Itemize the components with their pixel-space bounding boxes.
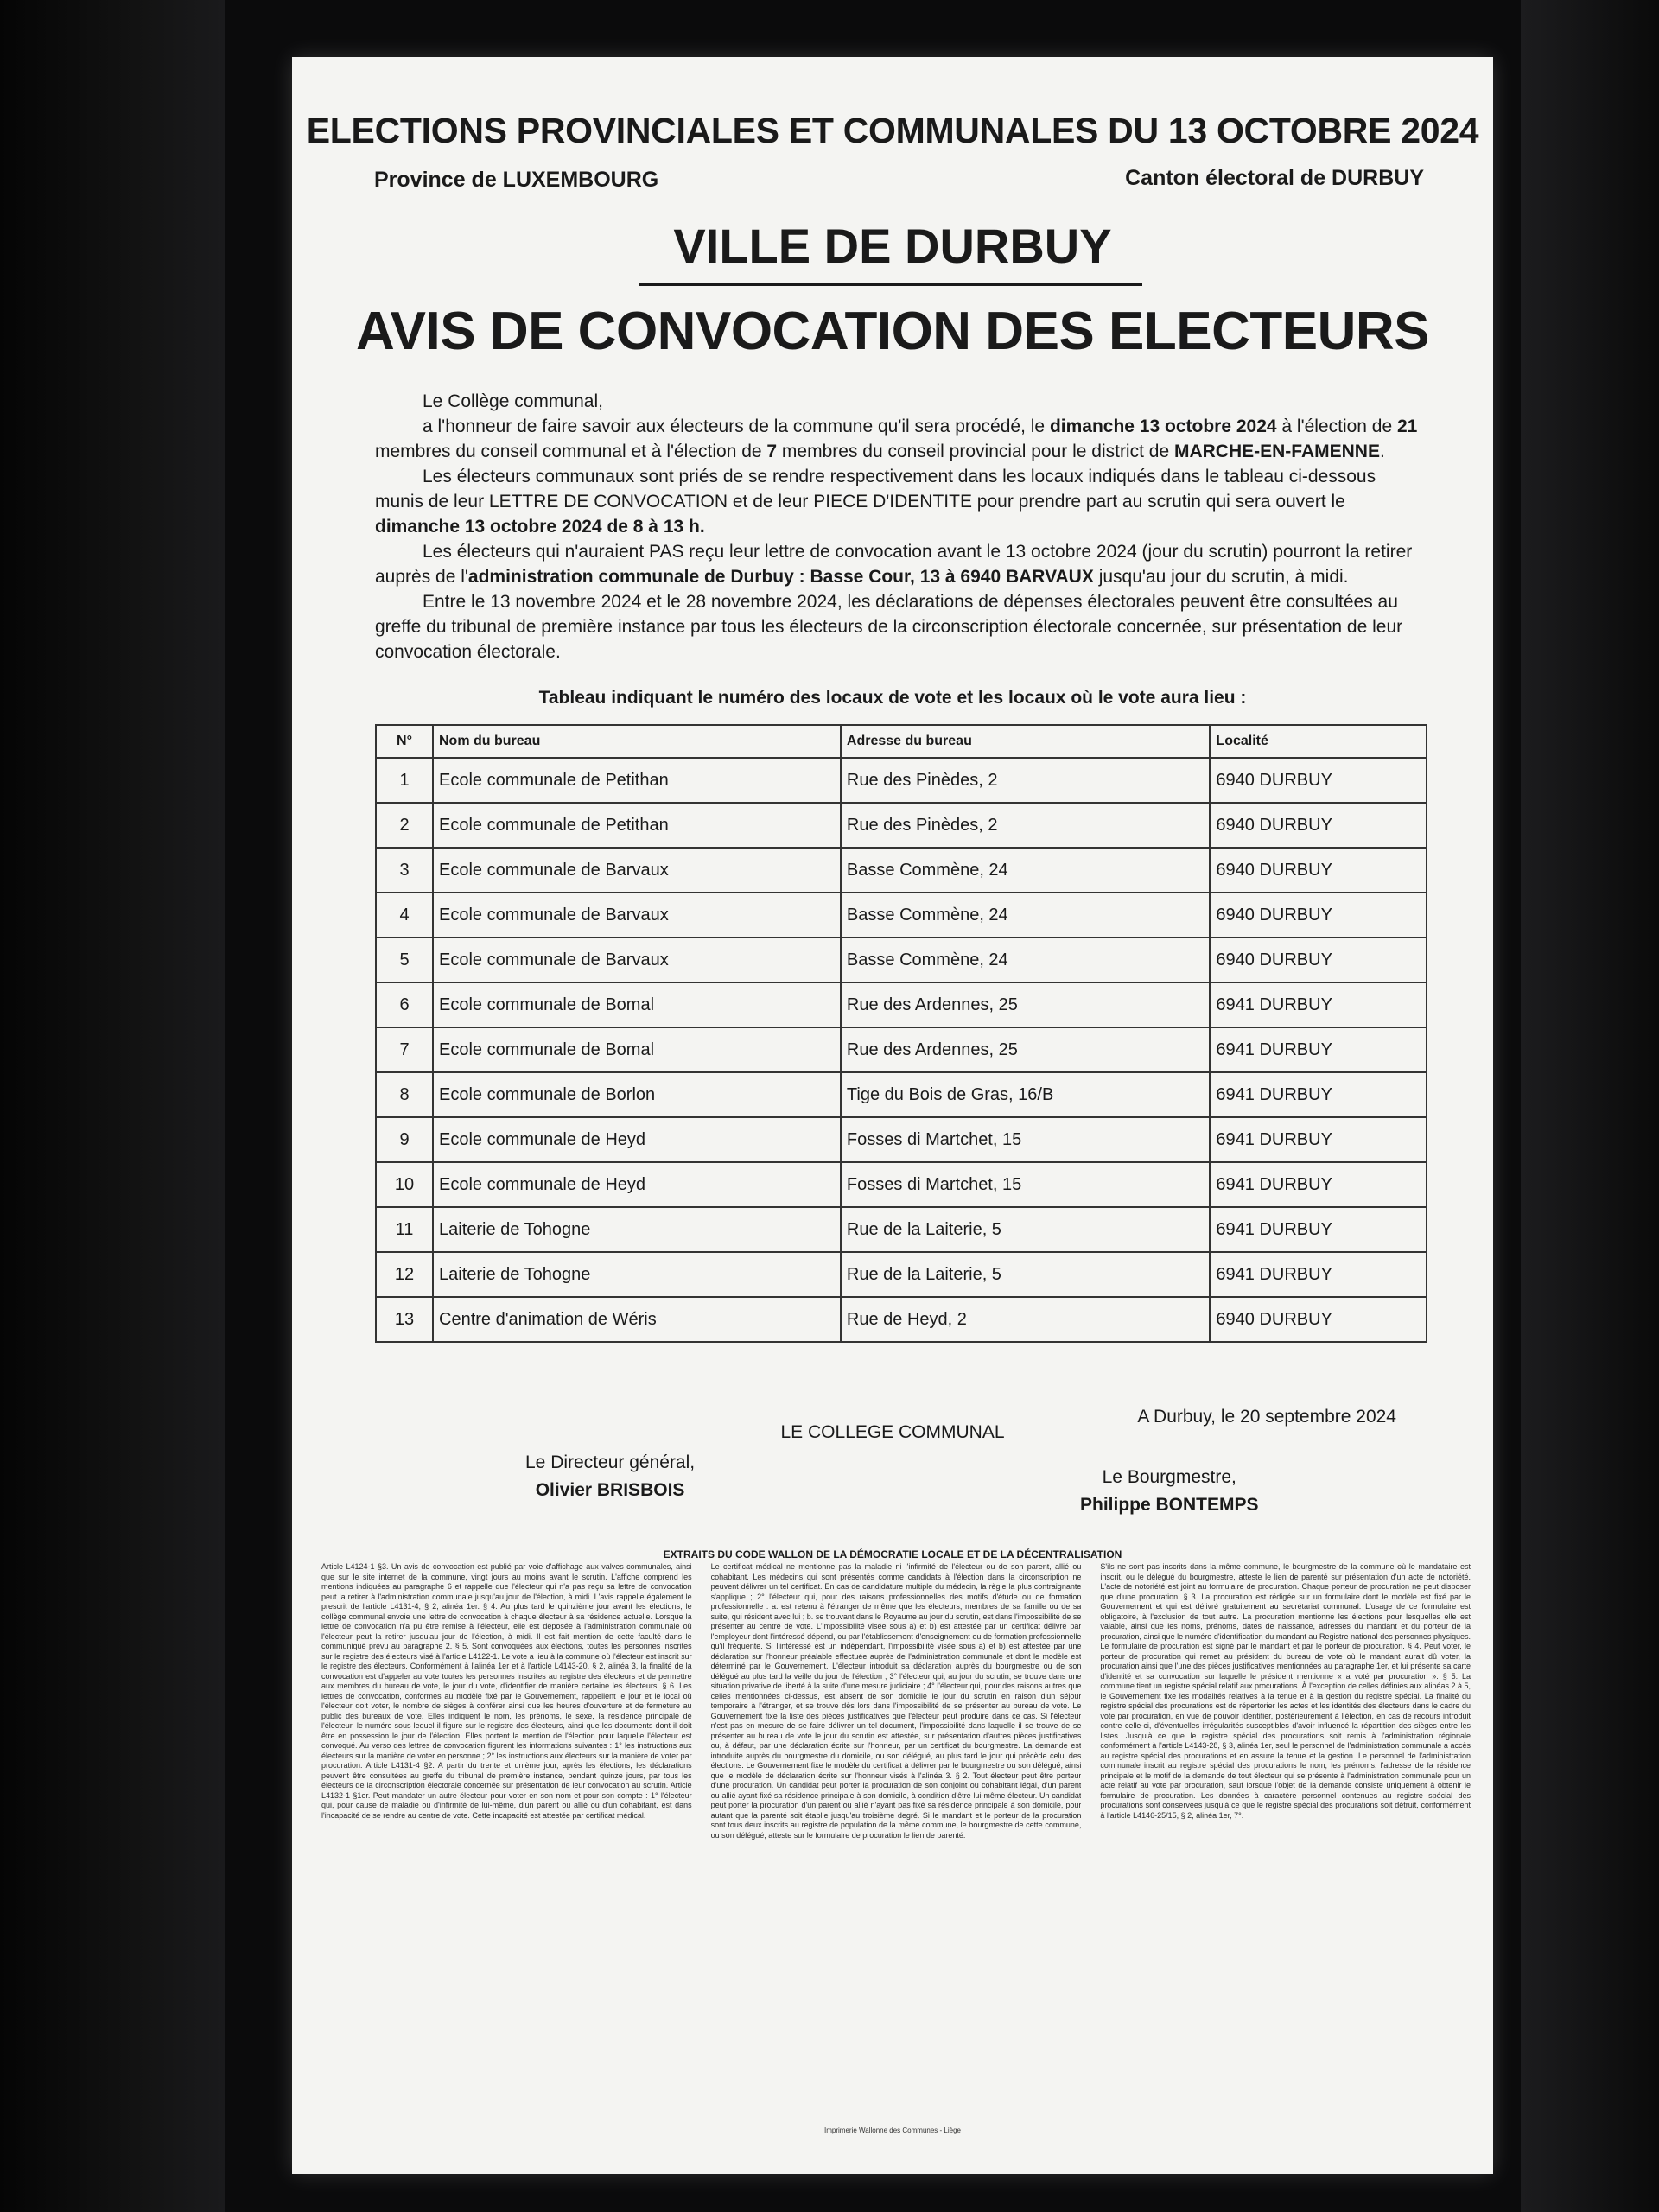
- city-underline: [639, 283, 1142, 286]
- cell-number: 2: [376, 803, 433, 848]
- table-row: [376, 1207, 1427, 1252]
- table-row: [376, 803, 1427, 848]
- cell-bureau-name: Ecole communale de Heyd: [433, 1117, 841, 1162]
- table-row: [376, 982, 1427, 1027]
- paragraph-instructions: Les électeurs communaux sont priés de se rendre respectivement dans les locaux indiqués dans le tableau ci-dessous munis de leur LETTRE DE CONVOCATION et de leur PIECE D'IDENTITE pour prendre part au scrutin qui sera ouvert le dimanche 13 octobre 2024 de 8 à 13 h.: [375, 467, 1376, 537]
- cell-number: 5: [376, 938, 433, 982]
- cell-locality: 6941 DURBUY: [1210, 1252, 1427, 1297]
- cell-bureau-address: Rue de Heyd, 2: [841, 1297, 1211, 1342]
- table-row: [376, 1117, 1427, 1162]
- paragraph-election: a l'honneur de faire savoir aux électeurs de la commune qu'il sera procédé, le dimanche 13 octobre 2024 à l'élection de 21 membres du conseil communal et à l'élection de 7 membres du conseil provincial pour le district de MARCHE-EN-FAMENNE.: [375, 416, 1418, 461]
- cell-locality: 6940 DURBUY: [1210, 893, 1427, 938]
- paragraph-retrieval: Les électeurs qui n'auraient PAS reçu leur lettre de convocation avant le 13 octobre 2024 (jour du scrutin) pourront la retirer auprès de l'administration communale de Durbuy : Basse Cour, 13 à 6940 BARVAUX jusqu'au jour du scrutin, à midi.: [375, 542, 1413, 587]
- table-header-row: [376, 725, 1427, 758]
- table-row: [376, 1072, 1427, 1117]
- cell-locality: 6940 DURBUY: [1210, 758, 1427, 803]
- header-locality: Localité: [1210, 725, 1427, 758]
- director-name: Olivier BRISBOIS: [535, 1480, 685, 1500]
- cell-locality: 6940 DURBUY: [1210, 803, 1427, 848]
- header-bureau-name: Nom du bureau: [433, 725, 841, 758]
- legal-extract-text: [321, 1562, 1471, 2124]
- cell-locality: 6940 DURBUY: [1210, 1297, 1427, 1342]
- cell-bureau-address: Basse Commène, 24: [841, 938, 1211, 982]
- cell-bureau-address: Basse Commène, 24: [841, 848, 1211, 893]
- cell-number: 12: [376, 1252, 433, 1297]
- cell-number: 6: [376, 982, 433, 1027]
- table-body: [376, 758, 1427, 1342]
- city-title: VILLE DE DURBUY: [673, 219, 1112, 273]
- cell-bureau-address: Rue de la Laiterie, 5: [841, 1207, 1211, 1252]
- cell-bureau-name: Ecole communale de Heyd: [433, 1162, 841, 1207]
- cell-bureau-address: Rue de la Laiterie, 5: [841, 1252, 1211, 1297]
- cell-locality: 6941 DURBUY: [1210, 1207, 1427, 1252]
- cell-bureau-name: Ecole communale de Borlon: [433, 1072, 841, 1117]
- table-row: [376, 938, 1427, 982]
- cell-locality: 6941 DURBUY: [1210, 1027, 1427, 1072]
- cell-locality: 6941 DURBUY: [1210, 982, 1427, 1027]
- display-case-right-frame: [1521, 0, 1659, 2212]
- cell-bureau-address: Rue des Pinèdes, 2: [841, 758, 1211, 803]
- cell-bureau-address: Basse Commène, 24: [841, 893, 1211, 938]
- table-row: [376, 1027, 1427, 1072]
- cell-number: 3: [376, 848, 433, 893]
- cell-bureau-address: Tige du Bois de Gras, 16/B: [841, 1072, 1211, 1117]
- cell-bureau-address: Rue des Pinèdes, 2: [841, 803, 1211, 848]
- table-row: [376, 848, 1427, 893]
- legal-column-3: S'ils ne sont pas inscrits dans la même commune, le bourgmestre de la commune où le mandataire est inscrit, ou le délégué du bourgmestre, atteste le lien de parenté sur présentation d'un acte de notoriété. L'acte de notoriété est joint au formulaire de procuration. Chaque porteur de procuration ne peut disposer que d'une procuration. § 3. La procuration est rédigée sur un formulaire dont le modèle est fixé par le Gouvernement et qui est délivré gratuitement au secrétariat communal. L'usage de ce formulaire est obligatoire, à l'exclusion de tout autre. La procuration mentionne les élections pour lesquelles elle est valable, ainsi que les noms, prénoms, dates de naissance, adresses du mandant et du porteur de la procuration, ainsi que le numéro d'identification du mandant au Registre national des personnes physiques. Le formulaire de procuration est signé par le mandant et par le porteur de procuration. § 4. Peut voter, le porteur de procuration qui remet au président du bureau de vote où le mandant aurait dû voter, la procuration ainsi que l'une des pièces justificatives mentionnées au paragraphe 1er, et lui présente sa carte d'identité et sa convocation sur laquelle le président mentionne « a voté par procuration ». § 5. La commune tient un registre spécial relatif aux procurations. À l'exception de celles définies aux alinéas 2 à 5, le Gouvernement fixe les modalités relatives à la tenue et à la gestion du registre spécial. La finalité du registre spécial des procurations est de répertorier les actes et les identités des électeurs dans le cadre du vote par procuration, en vue de pouvoir identifier, postérieurement à l'élection, en cas de recours introduit contre celle-ci, d'éventuelles irrégularités susceptibles d'avoir influencé la répartition des sièges entre les listes. Jusqu'à ce que le registre spécial des procurations soit remis à l'administration régionale conformément à l'article L4143-28, § 3, alinéa 1er, seul le personnel de l'administration communale a accès au registre spécial des procurations et en assure la tenue et la gestion. Le personnel de l'administration communale inscrit au registre spécial des procurations le nom, les prénoms, l'adresse de la résidence principale et le motif de la demande de tout électeur qui se présente à l'administration communale pour un acte relatif au vote par procuration, sauf lorsque l'objet de la demande consiste uniquement à obtenir le formulaire de procuration. Les données à caractère personnel contenues au registre spécial des procurations sont conservées jusqu'à ce que le registre spécial des procurations soit détruit, conformément à l'article L4146-25/15, § 2, alinéa 1er, 7°.: [1100, 1562, 1471, 1820]
- signature-date: A Durbuy, le 20 septembre 2024: [1137, 1407, 1396, 1427]
- table-row: [376, 893, 1427, 938]
- legal-extract-title: EXTRAITS DU CODE WALLON DE LA DÉMOCRATIE LOCALE ET DE LA DÉCENTRALISATION: [663, 1548, 1122, 1560]
- cell-bureau-name: Laiterie de Tohogne: [433, 1207, 841, 1252]
- greeting: Le Collège communal,: [423, 391, 603, 411]
- cell-bureau-name: Ecole communale de Barvaux: [433, 938, 841, 982]
- college-label: LE COLLEGE COMMUNAL: [780, 1422, 1005, 1442]
- paragraph-expenses: Entre le 13 novembre 2024 et le 28 novembre 2024, les déclarations de dépenses électorales peuvent être consultées au greffe du tribunal de première instance par tous les électeurs de la circonscription électorale concernée, sur présentation de leur convocation électorale.: [375, 592, 1403, 662]
- canton-label: Canton électoral de DURBUY: [1125, 166, 1424, 190]
- table-row: [376, 1252, 1427, 1297]
- cell-bureau-address: Rue des Ardennes, 25: [841, 982, 1211, 1027]
- mayor-name: Philippe BONTEMPS: [1080, 1495, 1259, 1515]
- cell-bureau-address: Fosses di Martchet, 15: [841, 1117, 1211, 1162]
- cell-bureau-name: Ecole communale de Barvaux: [433, 893, 841, 938]
- table-row: [376, 1297, 1427, 1342]
- notice-title: AVIS DE CONVOCATION DES ELECTEURS: [356, 302, 1429, 361]
- cell-locality: 6941 DURBUY: [1210, 1162, 1427, 1207]
- cell-bureau-name: Laiterie de Tohogne: [433, 1252, 841, 1297]
- cell-bureau-name: Ecole communale de Bomal: [433, 1027, 841, 1072]
- cell-bureau-address: Fosses di Martchet, 15: [841, 1162, 1211, 1207]
- cell-locality: 6940 DURBUY: [1210, 848, 1427, 893]
- cell-number: 1: [376, 758, 433, 803]
- province-label: Province de LUXEMBOURG: [374, 168, 659, 192]
- table-row: [376, 758, 1427, 803]
- legal-column-2: Le certificat médical ne mentionne pas la maladie ni l'infirmité de l'électeur ou de son parent, allié ou cohabitant. Les médecins qui sont présentés comme candidats à l'élection dans la circonscription ne peuvent délivrer un tel certificat. En cas de candidature multiple du médecin, la règle la plus contraignante s'applique ; 2° l'électeur qui, pour des raisons professionnelles des motifs d'étude ou de formation professionnelle : a. est retenu à l'étranger de même que les électeurs, membres de sa famille ou de sa suite, qui résident avec lui ; b. se trouvant dans le Royaume au jour du scrutin, est dans l'impossibilité de se présenter au centre de vote. L'impossibilité visée sous a) et b) est attestée par un certificat délivré par l'employeur dont l'intéressé dépend, ou par l'établissement d'enseignement ou de formation professionnelle qu'il fréquente. Si l'intéressé est un indépendant, l'impossibilité visée sous a) et b) est attestée par une déclaration sur l'honneur préalable effectuée auprès de l'administration communale et dont le modèle est déterminé par le Gouvernement. L'électeur introduit sa déclaration auprès du bourgmestre ou de son délégué au plus tard la veille du jour de l'élection ; 3° l'électeur qui, au jour du scrutin, se trouve dans une situation privative de liberté à la suite d'une mesure judiciaire ; 4° l'électeur qui, pour des raisons autres que celles mentionnées ci-dessus, est absent de son domicile le jour du scrutin en raison d'un séjour temporaire à l'étranger, et se trouve dès lors dans l'impossibilité de se présenter au bureau de vote. Le Gouvernement fixe la liste des pièces justificatives que l'électeur peut produire dans ce cas. Si l'électeur n'est pas en mesure de se faire délivrer un tel document, l'impossibilité dans laquelle il se trouve de se présenter au bureau de vote le jour du scrutin est attestée, sur présentation d'autres pièces justificatives ou, à défaut, par une déclaration écrite sur l'honneur, par un certificat du bourgmestre. La demande est introduite auprès du bourgmestre du domicile, ou son délégué, au plus tard le jour qui précède celui des élections. Le Gouvernement fixe le modèle du certificat à délivrer par le bourgmestre ou son délégué, ainsi que le modèle de déclaration écrite sur l'honneur visés à l'alinéa 3. § 2. Tout électeur peut être porteur d'une procuration. Un candidat peut porter la procuration de son conjoint ou cohabitant légal, d'un parent ou allié ayant fixé sa résidence principale à son domicile, à condition d'être lui-même électeur. Un candidat peut porter la procuration d'un parent ou allié n'ayant pas fixé sa résidence principale à son domicile, pour autant que la parenté soit établie jusqu'au troisième degré. Si le mandant et le porteur de la procuration sont tous deux inscrits au registre de population de la même commune, le bourgmestre de cette commune, ou son délégué, atteste sur le formulaire de procuration le lien de parenté.: [710, 1562, 1082, 1840]
- printer-footer: Imprimerie Wallonne des Communes - Liège: [824, 2126, 961, 2134]
- cell-bureau-name: Ecole communale de Petithan: [433, 758, 841, 803]
- mayor-role: Le Bourgmestre,: [1102, 1467, 1236, 1487]
- cell-bureau-address: Rue des Ardennes, 25: [841, 1027, 1211, 1072]
- director-role: Le Directeur général,: [525, 1452, 696, 1472]
- cell-number: 10: [376, 1162, 433, 1207]
- cell-number: 8: [376, 1072, 433, 1117]
- cell-number: 9: [376, 1117, 433, 1162]
- cell-number: 7: [376, 1027, 433, 1072]
- display-case-left-frame: [0, 0, 225, 2212]
- cell-locality: 6941 DURBUY: [1210, 1117, 1427, 1162]
- cell-number: 13: [376, 1297, 433, 1342]
- signature-director: [525, 1452, 695, 1501]
- cell-bureau-name: Ecole communale de Bomal: [433, 982, 841, 1027]
- cell-number: 4: [376, 893, 433, 938]
- signature-mayor: [1080, 1467, 1259, 1516]
- table-row: [376, 1162, 1427, 1207]
- poster-headline: ELECTIONS PROVINCIALES ET COMMUNALES DU 13 OCTOBRE 2024: [306, 111, 1479, 150]
- polling-stations-table: [375, 724, 1427, 1343]
- cell-bureau-name: Ecole communale de Petithan: [433, 803, 841, 848]
- header-number: N°: [376, 725, 433, 758]
- cell-number: 11: [376, 1207, 433, 1252]
- header-bureau-address: Adresse du bureau: [841, 725, 1211, 758]
- cell-bureau-name: Centre d'animation de Wéris: [433, 1297, 841, 1342]
- notice-body: [375, 389, 1421, 664]
- cell-locality: 6940 DURBUY: [1210, 938, 1427, 982]
- legal-column-1: Article L4124-1 §3. Un avis de convocation est publié par voie d'affichage aux valves communales, ainsi que sur le site internet de la commune, vingt jours au moins avant le scrutin. L'affiche comprend les mentions indiquées au paragraphe 6 et rappelle que l'électeur qui n'a pas reçu sa lettre de convocation peut la retirer à l'administration communale jusqu'au jour de l'élection, à midi. L'avis rappelle également le prescrit de l'article L4131-4, § 2, alinéa 1er. § 4. Au plus tard le quinzième jour avant les élections, le collège communal envoie une lettre de convocation à chaque électeur à sa résidence actuelle. Lorsque la lettre de convocation n'a pu être remise à l'électeur, elle est déposée à l'administration communale où l'électeur peut la retirer jusqu'au jour de l'élection, à midi. Il est fait mention de cette faculté dans le communiqué prévu au paragraphe 2. § 5. Sont convoquées aux élections, toutes les personnes inscrites sur le registre des électeurs visé à l'article L4122-1. Le vote a lieu à la commune où l'électeur est inscrit sur le registre des électeurs. Conformément à l'alinéa 1er et à l'article L4143-20, § 2, alinéa 3, la finalité de la convocation est d'appeler au vote toutes les personnes inscrites au registre des électeurs et de permettre aux membres du bureau de vote, le jour du vote, d'identifier de manière certaine les électeurs. § 6. Les lettres de convocation, conformes au modèle fixé par le Gouvernement, rappellent le jour et le local où l'électeur doit voter, le nombre de sièges à conférer ainsi que les heures d'ouverture et de fermeture au public des bureaux de vote. Elles indiquent le nom, les prénoms, le sexe, la résidence principale de l'électeur, le numéro sous lequel il figure sur le registre des électeurs, ainsi que les documents dont il doit être en possession le jour de l'élection. Elles portent la mention de l'élection pour laquelle l'électeur est convoqué. Au verso des lettres de convocation figurent les informations suivantes : 1° les instructions aux électeurs sur la manière de voter en personne ; 2° les instructions aux électeurs sur la manière de voter par procuration. Article L4131-4 §2. A partir du trente et unième jour, après les élections, les déclarations peuvent être consultées au greffe du tribunal de première instance, pendant quinze jours, par tous les électeurs de la circonscription électorale concernée sur présentation de leur convocation au scrutin. Article L4132-1 §1er. Peut mandater un autre électeur pour voter en son nom et pour son compte : 1° l'électeur qui, pour cause de maladie ou d'infirmité de lui-même, d'un parent ou allié ou d'un cohabitant, est dans l'incapacité de se rendre au centre de vote. Cette incapacité est attestée par certificat médical.: [321, 1562, 692, 1820]
- election-notice-poster: [292, 57, 1493, 2174]
- table-caption: Tableau indiquant le numéro des locaux de vote et les locaux où le vote aura lieu :: [538, 688, 1247, 708]
- cell-bureau-name: Ecole communale de Barvaux: [433, 848, 841, 893]
- cell-locality: 6941 DURBUY: [1210, 1072, 1427, 1117]
